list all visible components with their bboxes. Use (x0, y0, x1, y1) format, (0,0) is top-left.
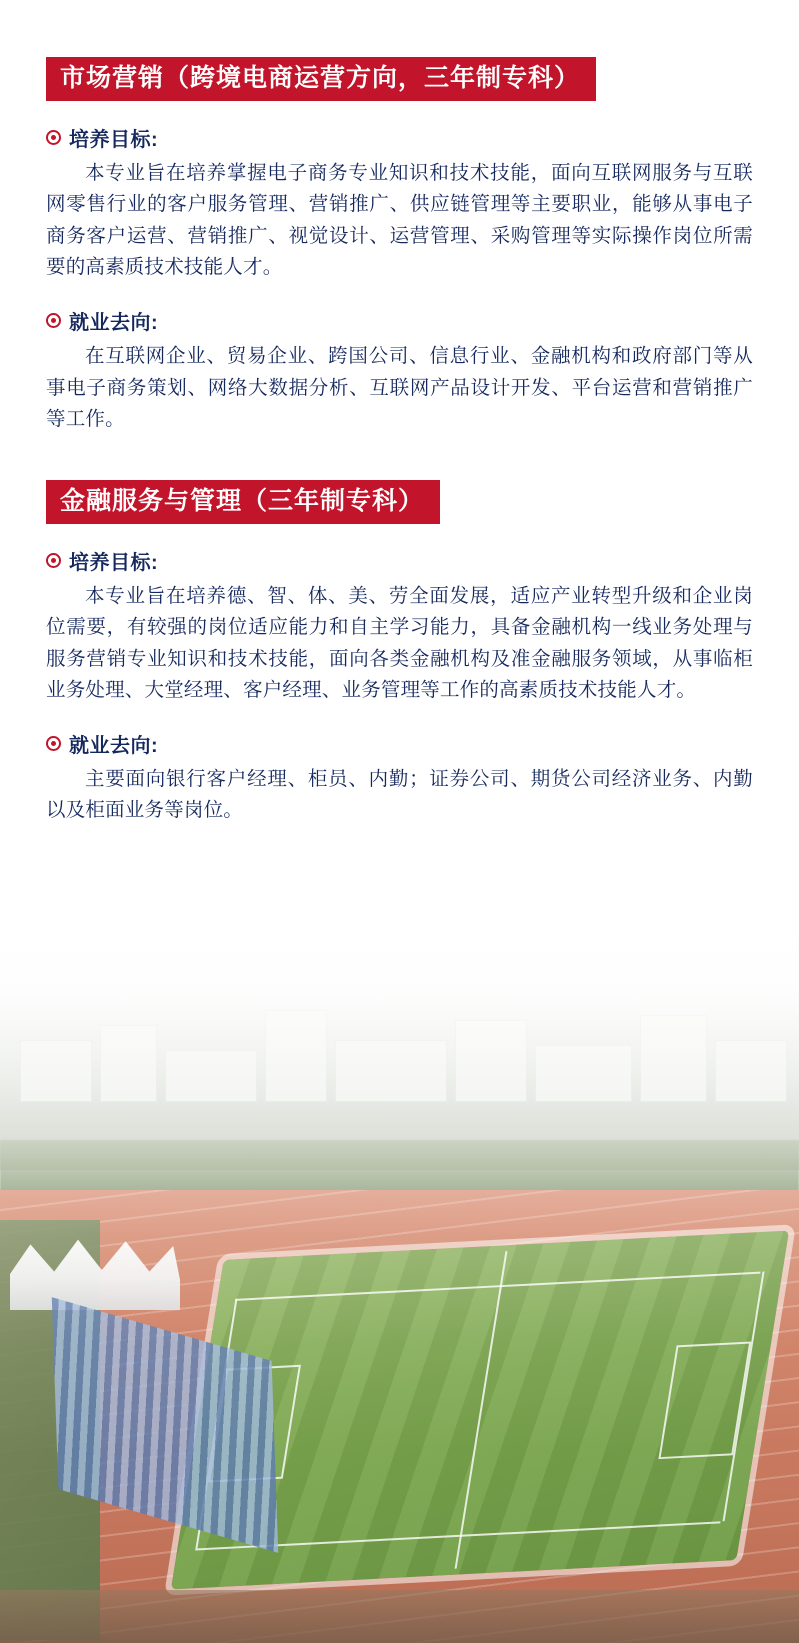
target-bullet-icon (46, 130, 61, 145)
section-divider-space (0, 436, 799, 480)
campus-sports-field-photo (0, 890, 799, 1643)
program-section-marketing (0, 0, 799, 436)
sub-heading-row (46, 729, 753, 758)
target-bullet-icon (46, 553, 61, 568)
program-section-finance (0, 480, 799, 827)
section-title-finance: 金融服务与管理（三年制专科） (46, 480, 440, 524)
photo-white-fade-overlay (0, 890, 799, 1643)
sub-heading-row (46, 546, 753, 575)
paragraph-employment-direction: 主要面向银行客户经理、柜员、内勤；证券公司、期货公司经济业务、内勤以及柜面业务等岗位。 (46, 767, 753, 822)
section-title-wrap (0, 480, 799, 524)
sub-heading-employment-direction: 就业去向: (69, 734, 159, 757)
sub-heading-training-objective: 培养目标: (69, 128, 159, 151)
block-training-objective (0, 546, 799, 707)
paragraph-training-objective: 本专业旨在培养掌握电子商务专业知识和技术技能，面向互联网服务与互联网零售行业的客户服务管理、营销推广、供应链管理等主要职业，能够从事电子商务客户运营、营销推广、视觉设计、运营管理、采购管理等实际操作岗位所需要的高素质技术技能人才。 (46, 161, 753, 279)
block-employment-direction (0, 306, 799, 436)
section-title-marketing: 市场营销（跨境电商运营方向，三年制专科） (46, 57, 596, 101)
target-bullet-icon (46, 313, 61, 328)
sub-heading-row (46, 123, 753, 152)
sub-heading-row (46, 306, 753, 335)
block-employment-direction (0, 729, 799, 827)
sub-heading-employment-direction: 就业去向: (69, 312, 159, 335)
target-bullet-icon (46, 736, 61, 751)
paragraph-employment-direction: 在互联网企业、贸易企业、跨国公司、信息行业、金融机构和政府部门等从事电子商务策划、网络大数据分析、互联网产品设计开发、平台运营和营销推广等工作。 (46, 345, 753, 431)
sub-heading-training-objective: 培养目标: (69, 551, 159, 574)
block-training-objective (0, 123, 799, 284)
section-title-wrap (0, 57, 799, 101)
paragraph-training-objective: 本专业旨在培养德、智、体、美、劳全面发展，适应产业转型升级和企业岗位需要，有较强的岗位适应能力和自主学习能力，具备金融机构一线业务处理与服务营销专业知识和技术技能，面向各类金融机构及准金融服务领域，从事临柜业务处理、大堂经理、客户经理、业务管理等工作的高素质技术技能人才。 (46, 584, 753, 702)
